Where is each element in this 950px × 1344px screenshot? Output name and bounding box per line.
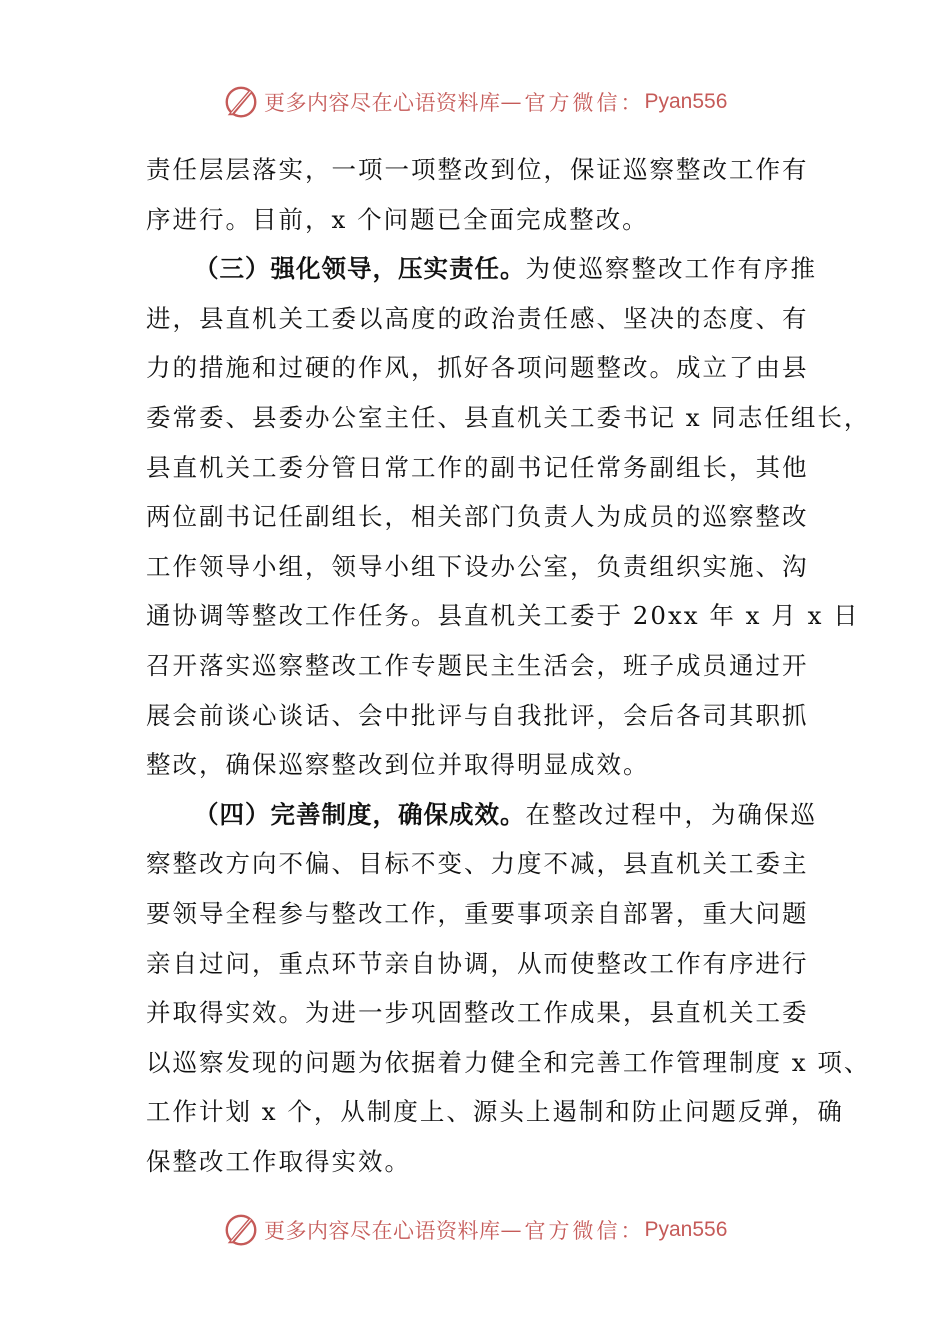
text-line: 展会前谈心谈话、会中批评与自我批评，会后各司其职抓 (146, 700, 809, 730)
text-line: 召开落实巡察整改工作专题民主生活会，班子成员通过开 (146, 650, 809, 680)
banner-wechat-id: Pyan556 (644, 1218, 728, 1241)
quill-logo-icon (222, 83, 260, 121)
text-line: 察整改方向不偏、目标不变、力度不减，县直机关工委主 (146, 849, 809, 879)
banner-main-text: 更多内容尽在心语资料库 (264, 1219, 501, 1243)
text-line: 保整改工作取得实效。 (146, 1146, 411, 1176)
section-heading: （四）完善制度，确保成效。 (194, 799, 526, 829)
banner-wechat-id: Pyan556 (644, 90, 728, 113)
text-line: 整改，确保巡察整改到位并取得明显成效。 (146, 750, 650, 780)
text-line: 力的措施和过硬的作风，抓好各项问题整改。成立了由县 (146, 353, 809, 383)
banner-sub-text: 官方微信： (524, 91, 645, 115)
text-line: 序进行。目前，x 个问题已全面完成整改。 (146, 204, 649, 234)
text-line: 工作计划 x 个，从制度上、源头上遏制和防止问题反弹，确 (146, 1097, 844, 1127)
text-line: 亲自过问，重点环节亲自协调，从而使整改工作有序进行 (146, 948, 809, 978)
document-body (146, 145, 871, 1186)
banner-main-text: 更多内容尽在心语资料库 (264, 91, 501, 115)
banner-dash: — (500, 90, 525, 114)
quill-logo-icon (222, 1211, 260, 1249)
section-heading-line (146, 790, 826, 840)
banner-sub-text: 官方微信： (524, 1219, 645, 1243)
banner-dash: — (500, 1218, 525, 1242)
text-span: 在整改过程中，为确保巡 (525, 799, 817, 829)
text-line: 要领导全程参与整改工作，重要事项亲自部署，重大问题 (146, 898, 809, 928)
text-span: 为使巡察整改工作有序推 (525, 254, 817, 284)
text-line: 并取得实效。为进一步巩固整改工作成果，县直机关工委 (146, 998, 809, 1028)
text-line: 工作领导小组，领导小组下设办公室，负责组织实施、沟 (146, 551, 809, 581)
text-line: 两位副书记任副组长，相关部门负责人为成员的巡察整改 (146, 502, 809, 532)
text-line: 责任层层落实，一项一项整改到位，保证巡察整改工作有 (146, 155, 809, 184)
text-line: 进，县直机关工委以高度的政治责任感、坚决的态度、有 (146, 303, 809, 333)
header-banner (222, 82, 727, 122)
text-line: 以巡察发现的问题为依据着力健全和完善工作管理制度 x 项、 (146, 1047, 871, 1077)
text-line: 县直机关工委分管日常工作的副书记任常务副组长，其他 (146, 452, 809, 482)
section-heading-line (146, 244, 826, 294)
text-line: 通协调等整改工作任务。县直机关工委于 20xx 年 x 月 x 日 (146, 601, 860, 631)
section-heading: （三）强化领导，压实责任。 (194, 254, 526, 284)
text-line: 委常委、县委办公室主任、县直机关工委书记 x 同志任组长， (146, 402, 871, 432)
footer-banner (222, 1210, 727, 1250)
